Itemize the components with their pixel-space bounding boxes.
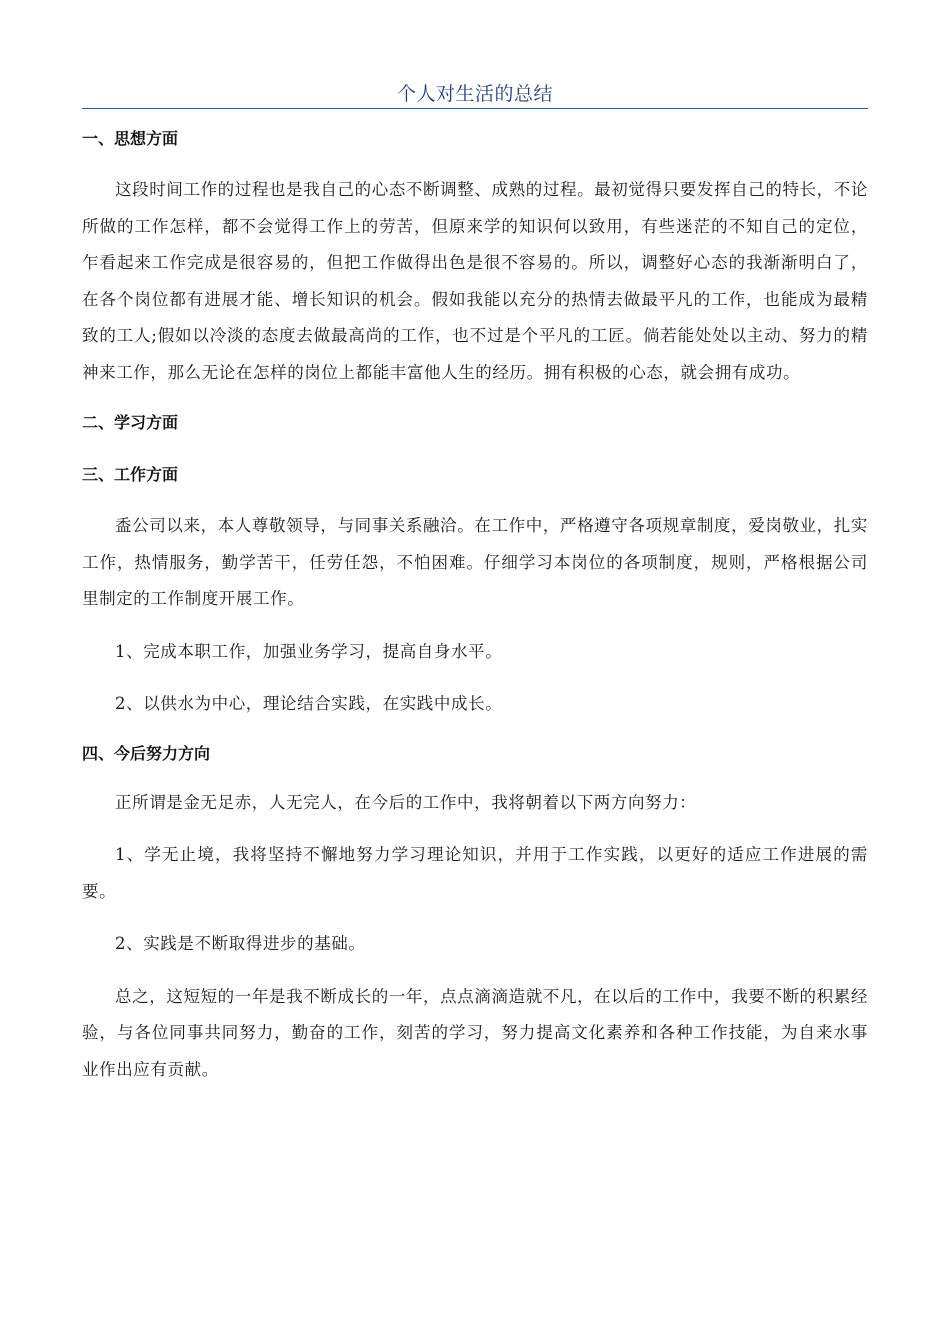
section-heading-future: 四、今后努力方向 <box>82 743 211 763</box>
title-underline <box>82 108 868 109</box>
section-paragraph-work: 盉公司以来，本人尊敬领导，与同事关系融洽。在工作中，严格遵守各项规章制度，爱岗敬业，扎实工作，热情服务，勤学苦干，任劳任怨，不怕困难。仔细学习本岗位的各项制度，规则，严格根据公司里制定的工作制度开展工作。 <box>82 516 868 608</box>
future-list-item-1: 1、学无止境，我将坚持不懈地努力学习理论知识，并用于工作实践，以更好的适应工作进展的需要。 <box>82 845 868 901</box>
work-list-item-1: 1、完成本职工作，加强业务学习，提高自身水平。 <box>115 641 503 661</box>
document-title: 个人对生活的总结 <box>396 83 553 105</box>
section-paragraph-thought: 这段时间工作的过程也是我自己的心态不断调整、成熟的过程。最初觉得只要发挥自己的特长，不论所做的工作怎样，都不会觉得工作上的劳苦，但原来学的知识何以致用，有些迷茫的不知自己的定位，乍看起来工作完成是很容易的，但把工作做得出色是很不容易的。所以，调整好心态的我渐渐明白了，在各个岗位都有进展才能、增长知识的机会。假如我能以充分的热情去做最平凡的工作，也能成为最精致的工人;假如以冷淡的态度去做最高尚的工作，也不过是个平凡的工匠。倘若能处处以主动、努力的精神来工作，那么无论在怎样的岗位上都能丰富他人生的经历。拥有积极的心态，就会拥有成功。 <box>82 180 868 382</box>
section-heading-study: 二、学习方面 <box>82 413 179 432</box>
section-heading-work: 三、工作方面 <box>82 465 179 484</box>
closing-paragraph: 总之，这短短的一年是我不断成长的一年，点点滴滴造就不凡，在以后的工作中，我要不断的积累经验，与各位同事共同努力，勤奋的工作，刻苦的学习，努力提高文化素养和各种工作技能，为自来水事业作出应有贡献。 <box>82 986 868 1079</box>
work-list-item-2: 2、以供水为中心，理论结合实践，在实践中成长。 <box>115 694 503 713</box>
document-page <box>82 0 868 1344</box>
document-body <box>82 124 868 1088</box>
section-paragraph-future: 正所谓是金无足赤，人无完人，在今后的工作中，我将朝着以下两方向努力： <box>115 792 697 812</box>
section-heading-thought: 一、思想方面 <box>82 129 179 148</box>
future-list-item-2: 2、实践是不断取得进步的基础。 <box>115 934 366 953</box>
